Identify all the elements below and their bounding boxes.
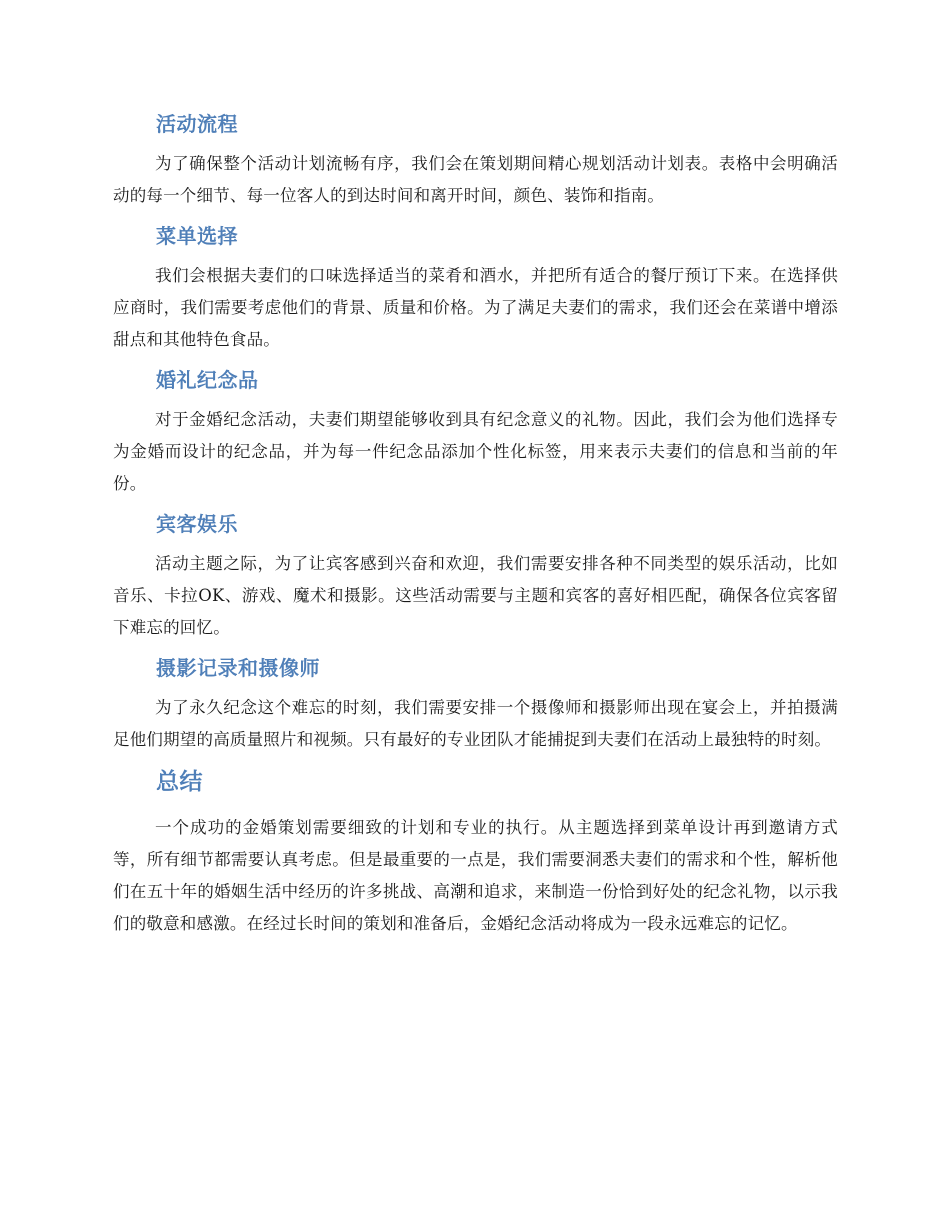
section-menu-selection — [113, 220, 838, 356]
section-summary — [113, 764, 838, 940]
section-wedding-souvenirs — [113, 364, 838, 500]
section-activity-flow — [113, 108, 838, 212]
section-paragraph: 为了永久纪念这个难忘的时刻，我们需要安排一个摄像师和摄影师出现在宴会上，并拍摄满足他们期望的高质量照片和视频。只有最好的专业团队才能捕捉到夫妻们在活动上最独特的时刻。 — [113, 698, 838, 749]
section-heading: 宾客娱乐 — [156, 512, 238, 536]
section-paragraph: 对于金婚纪念活动，夫妻们期望能够收到具有纪念意义的礼物。因此，我们会为他们选择专为金婚而设计的纪念品，并为每一件纪念品添加个性化标签，用来表示夫妻们的信息和当前的年份。 — [113, 410, 838, 493]
summary-paragraph: 一个成功的金婚策划需要细致的计划和专业的执行。从主题选择到菜单设计再到邀请方式等，所有细节都需要认真考虑。但是最重要的一点是，我们需要洞悉夫妻们的需求和个性，解析他们在五十年的婚姻生活中经历的许多挑战、高潮和追求，来制造一份恰到好处的纪念礼物，以示我们的敬意和感激。在经过长时间的策划和准备后，金婚纪念活动将成为一段永远难忘的记忆。 — [113, 818, 838, 933]
section-heading: 摄影记录和摄像师 — [156, 656, 320, 680]
section-heading: 菜单选择 — [156, 224, 238, 248]
section-paragraph: 为了确保整个活动计划流畅有序，我们会在策划期间精心规划活动计划表。表格中会明确活动的每一个细节、每一位客人的到达时间和离开时间，颜色、装饰和指南。 — [113, 154, 838, 205]
section-photography — [113, 652, 838, 756]
section-guest-entertainment — [113, 508, 838, 644]
section-heading: 婚礼纪念品 — [156, 368, 259, 392]
section-paragraph: 我们会根据夫妻们的口味选择适当的菜肴和酒水，并把所有适合的餐厅预订下来。在选择供应商时，我们需要考虑他们的背景、质量和价格。为了满足夫妻们的需求，我们还会在菜谱中增添甜点和其他特色食品。 — [113, 266, 838, 349]
section-heading: 活动流程 — [156, 112, 238, 136]
section-paragraph: 活动主题之际，为了让宾客感到兴奋和欢迎，我们需要安排各种不同类型的娱乐活动，比如音乐、卡拉OK、游戏、魔术和摄影。这些活动需要与主题和宾客的喜好相匹配，确保各位宾客留下难忘的回忆。 — [113, 554, 838, 637]
summary-heading: 总结 — [156, 769, 203, 795]
